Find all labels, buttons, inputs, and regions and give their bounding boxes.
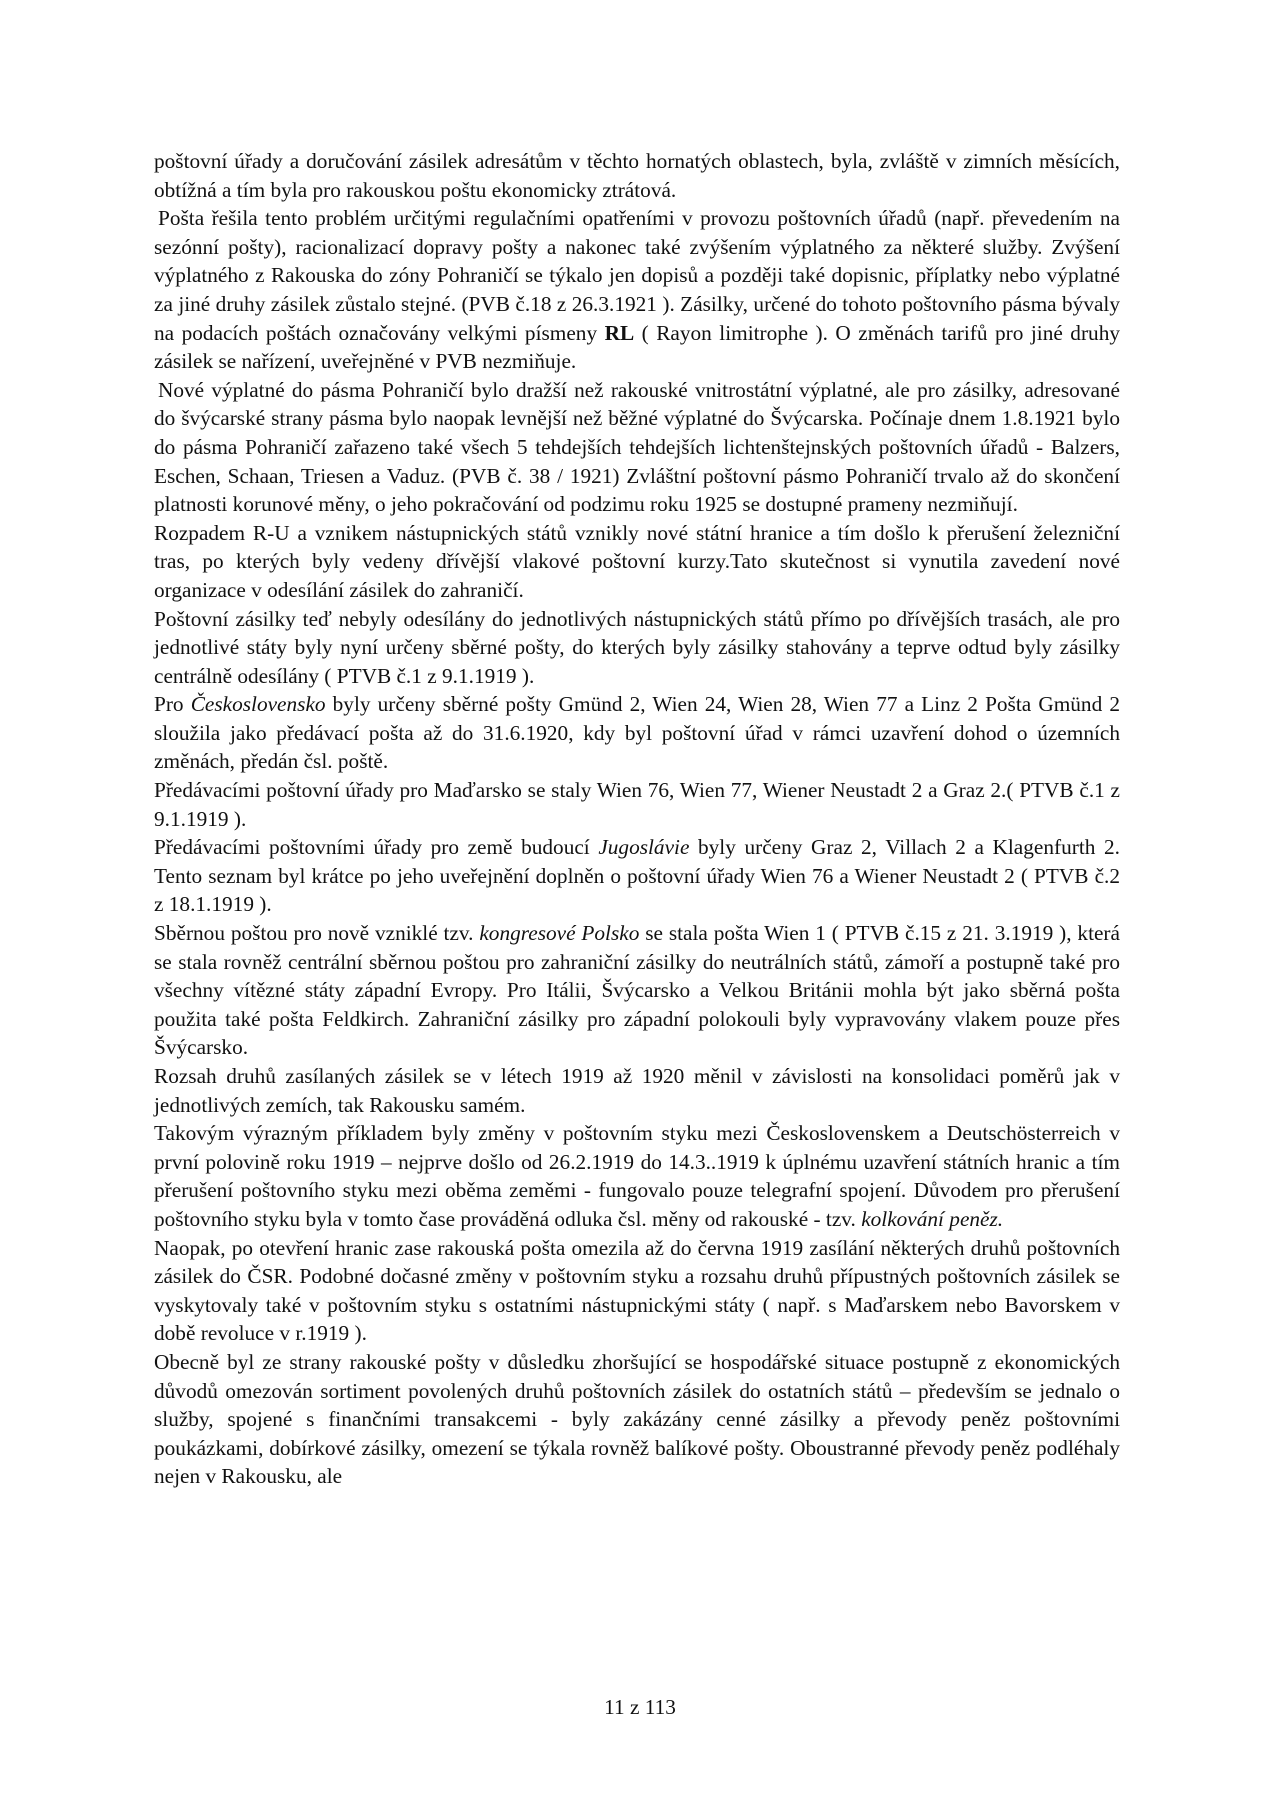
paragraph bbox=[154, 376, 1120, 519]
text-run: Rozpadem R-U a vznikem nástupnických států vznikly nové státní hranice a tím došlo k přerušení železniční tras, po kterých byly vedeny dřívější vlakové poštovní kurzy.Tato skutečnost si vynutila zavedení nové organizace v odesílání zásilek do zahraničí. bbox=[154, 520, 1120, 602]
text-run: byly určeny sběrné pošty Gmünd 2, Wien 24, Wien 28, Wien 77 a Linz 2 Pošta Gmünd 2 sloužila jako předávací pošta až do 31.6.1920, kdy byl poštovní úřad v rámci uzavření dohod o územních změnách, předán čsl. poště. bbox=[154, 692, 1120, 774]
text-run: Pro bbox=[154, 692, 191, 717]
paragraph bbox=[154, 1119, 1120, 1233]
paragraph bbox=[154, 919, 1120, 1062]
paragraph bbox=[154, 147, 1120, 204]
italic-text: kolkování peněz. bbox=[861, 1206, 1004, 1231]
paragraph bbox=[154, 833, 1120, 919]
paragraph bbox=[154, 690, 1120, 776]
text-run: Takovým výrazným příkladem byly změny v poštovním styku mezi Československem a Deutschösterreich v první polovině roku 1919 – nejprve došlo od 26.2.1919 do 14.3..1919 k úplnému uzavření státních hranic a tím přerušení poštovního styku mezi oběma zeměmi - fungovalo pouze telegrafní spojení. Důvodem pro přerušení poštovního styku byla v tomto čase prováděná odluka čsl. měny od rakouské - tzv. bbox=[154, 1121, 1120, 1231]
text-run: Naopak, po otevření hranic zase rakouská pošta omezila až do června 1919 zasílání některých druhů poštovních zásilek do ČSR. Podobné dočasné změny v poštovním styku a rozsahu druhů přípustných poštovních zásilek se vyskytovaly také v poštovním styku s ostatními nástupnickými státy ( např. s Maďarskem nebo Bavorskem v době revoluce v r.1919 ). bbox=[154, 1235, 1120, 1346]
text-run: Obecně byl ze strany rakouské pošty v důsledku zhoršující se hospodářské situace postupně z ekonomických důvodů omezován sortiment povolených druhů poštovních zásilek do ostatních států – především se jednalo o služby, spojené s finančními transakcemi - byly zakázány cenné zásilky a převody peněz poštovními poukázkami, dobírkové zásilky, omezení se týkala rovněž balíkové pošty. Oboustranné převody peněz podléhaly nejen v Rakousku, ale bbox=[154, 1349, 1120, 1489]
bold-text: RL bbox=[604, 320, 635, 345]
paragraph bbox=[154, 204, 1120, 376]
paragraph bbox=[154, 1062, 1120, 1119]
paragraph bbox=[154, 519, 1120, 605]
text-run: Sběrnou poštou pro nově vzniklé tzv. bbox=[154, 921, 480, 946]
text-run: Předávacími poštovní úřady pro Maďarsko se staly Wien 76, Wien 77, Wiener Neustadt 2 a Graz 2.( PTVB č.1 z 9.1.1919 ). bbox=[154, 778, 1120, 831]
text-run: ( Rayon limitrophe ). O změnách tarifů pro jiné druhy zásilek se nařízení, uveřejněné v PVB nezmiňuje. bbox=[154, 320, 1120, 374]
italic-text: kongresové Polsko bbox=[479, 921, 640, 946]
page-number: 11 z 113 bbox=[604, 1695, 676, 1719]
text-run: Pošta řešila tento problém určitými regulačními opatřeními v provozu poštovních úřadů (např. převedením na sezónní pošty), racionalizací dopravy pošty a nakonec také zvýšením výplatného za některé služby. Zvýšení výplatného z Rakouska do zóny Pohraničí se týkalo jen dopisů a později také dopisnic, příplatky nebo výplatné za jiné druhy zásilek zůstalo stejné. (PVB č.18 z 26.3.1921 ). Zásilky, určené do tohoto poštovního pásma bývaly na podacích poštách označovány velkými písmeny bbox=[154, 206, 1120, 345]
paragraph bbox=[154, 776, 1120, 833]
italic-text: Jugoslávie bbox=[598, 835, 690, 860]
text-run: Předávacími poštovními úřady pro země budoucí bbox=[154, 835, 599, 860]
text-run: Nové výplatné do pásma Pohraničí bylo dražší než rakouské vnitrostátní výplatné, ale pro zásilky, adresované do švýcarské strany pásma bylo naopak levnější než běžné výplatné do Švýcarska. Počínaje dnem 1.8.1921 bylo do pásma Pohraničí zařazeno také všech 5 tehdejších tehdejších lichtenštejnských poštovních úřadů - Balzers, Eschen, Schaan, Triesen a Vaduz. (PVB č. 38 / 1921) Zvláštní poštovní pásmo Pohraničí trvalo až do skončení platnosti korunové měny, o jeho pokračování od podzimu roku 1925 se dostupné prameny nezmiňují. bbox=[154, 377, 1120, 517]
italic-text: Československo bbox=[190, 692, 326, 717]
text-run: byly určeny Graz 2, Villach 2 a Klagenfurth 2. Tento seznam byl krátce po jeho uveřejnění doplněn o poštovní úřady Wien 76 a Wiener Neustadt 2 ( PTVB č.2 z 18.1.1919 ). bbox=[154, 835, 1120, 917]
document-body bbox=[154, 147, 1120, 1491]
paragraph bbox=[154, 1348, 1120, 1491]
text-run: Rozsah druhů zasílaných zásilek se v létech 1919 až 1920 měnil v závislosti na konsolidaci poměrů jak v jednotlivých zemích, tak Rakousku samém. bbox=[154, 1064, 1120, 1117]
paragraph bbox=[154, 1234, 1120, 1348]
paragraph bbox=[154, 605, 1120, 691]
text-run: poštovní úřady a doručování zásilek adresátům v těchto hornatých oblastech, byla, zvláště v zimních měsících, obtížná a tím byla pro rakouskou poštu ekonomicky ztrátová. bbox=[154, 149, 1120, 202]
text-run: Poštovní zásilky teď nebyly odesílány do jednotlivých nástupnických států přímo po dřívějších trasách, ale pro jednotlivé státy byly nyní určeny sběrné pošty, do kterých byly zásilky stahovány a teprve odtud byly zásilky centrálně odesílány ( PTVB č.1 z 9.1.1919 ). bbox=[154, 606, 1120, 688]
text-run: se stala pošta Wien 1 ( PTVB č.15 z 21. 3.1919 ), která se stala rovněž centrální sběrnou poštou pro zahraniční zásilky do neutrálních států, zámoří a postupně také pro všechny vítězné státy západní Evropy. Pro Itálii, Švýcarsko a Velkou Británii mohla být jako sběrná pošta použita také pošta Feldkirch. Zahraniční zásilky pro západní polokouli byly vypravovány vlakem pouze přes Švýcarsko. bbox=[154, 921, 1120, 1060]
